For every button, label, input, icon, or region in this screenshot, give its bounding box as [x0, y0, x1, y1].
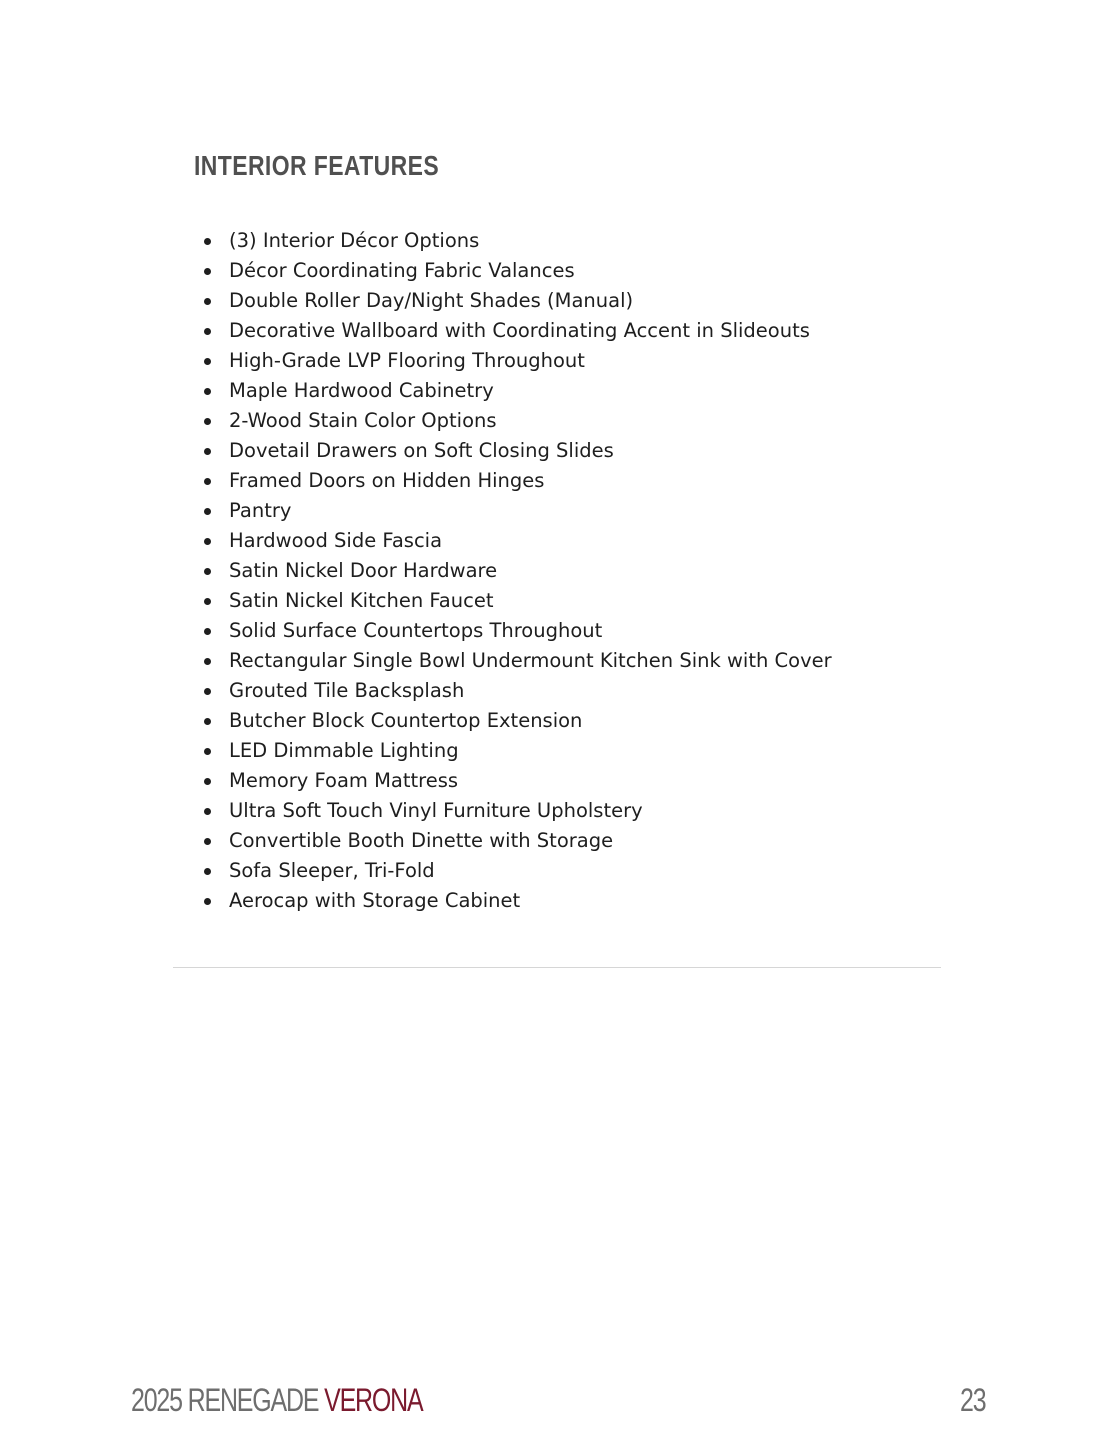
- bullet-icon: [204, 508, 211, 515]
- list-item: [198, 496, 832, 526]
- bullet-icon: [204, 808, 211, 815]
- list-item-text: Memory Foam Mattress: [229, 769, 459, 792]
- list-item: [198, 706, 832, 736]
- list-item: [198, 616, 832, 646]
- list-item-text: High-Grade LVP Flooring Throughout: [229, 349, 585, 372]
- bullet-icon: [204, 448, 211, 455]
- bullet-icon: [204, 478, 211, 485]
- divider: [173, 967, 941, 968]
- bullet-icon: [204, 568, 211, 575]
- list-item: [198, 586, 832, 616]
- list-item-text: LED Dimmable Lighting: [229, 739, 459, 762]
- bullet-icon: [204, 328, 211, 335]
- bullet-icon: [204, 688, 211, 695]
- list-item: [198, 766, 832, 796]
- feature-list: [198, 226, 832, 916]
- list-item-text: Pantry: [229, 499, 292, 522]
- list-item-text: Dovetail Drawers on Soft Closing Slides: [229, 439, 614, 462]
- list-item: [198, 556, 832, 586]
- list-item-text: Maple Hardwood Cabinetry: [229, 379, 494, 402]
- list-item-text: Hardwood Side Fascia: [229, 529, 443, 552]
- bullet-icon: [204, 748, 211, 755]
- list-item: [198, 406, 832, 436]
- bullet-icon: [204, 898, 211, 905]
- list-item: [198, 826, 832, 856]
- list-item-text: Aerocap with Storage Cabinet: [229, 889, 521, 912]
- page-number: 23: [960, 1382, 986, 1418]
- bullet-icon: [204, 538, 211, 545]
- bullet-icon: [204, 628, 211, 635]
- list-item-text: Satin Nickel Kitchen Faucet: [229, 589, 494, 612]
- bullet-icon: [204, 418, 211, 425]
- list-item-text: Solid Surface Countertops Throughout: [229, 619, 603, 642]
- list-item: [198, 676, 832, 706]
- footer-brand-main: 2025 RENEGADE: [131, 1382, 325, 1418]
- list-item: [198, 226, 832, 256]
- list-item-text: Convertible Booth Dinette with Storage: [229, 829, 614, 852]
- list-item: [198, 436, 832, 466]
- bullet-icon: [204, 388, 211, 395]
- list-item-text: Ultra Soft Touch Vinyl Furniture Upholstery: [229, 799, 643, 822]
- list-item: [198, 466, 832, 496]
- list-item: [198, 376, 832, 406]
- list-item: [198, 286, 832, 316]
- list-item: [198, 256, 832, 286]
- footer-brand: [131, 1382, 422, 1419]
- list-item-text: (3) Interior Décor Options: [229, 229, 480, 252]
- list-item: [198, 316, 832, 346]
- list-item: [198, 526, 832, 556]
- bullet-icon: [204, 268, 211, 275]
- bullet-icon: [204, 868, 211, 875]
- bullet-icon: [204, 598, 211, 605]
- footer-brand-accent: VERONA: [324, 1382, 423, 1418]
- bullet-icon: [204, 838, 211, 845]
- bullet-icon: [204, 298, 211, 305]
- bullet-icon: [204, 238, 211, 245]
- bullet-icon: [204, 358, 211, 365]
- list-item-text: Decorative Wallboard with Coordinating Accent in Slideouts: [229, 319, 810, 342]
- list-item-text: Double Roller Day/Night Shades (Manual): [229, 289, 634, 312]
- list-item: [198, 736, 832, 766]
- list-item-text: Rectangular Single Bowl Undermount Kitchen Sink with Cover: [229, 649, 832, 672]
- list-item-text: Framed Doors on Hidden Hinges: [229, 469, 545, 492]
- list-item: [198, 346, 832, 376]
- section-title: INTERIOR FEATURES: [194, 150, 440, 181]
- bullet-icon: [204, 778, 211, 785]
- list-item: [198, 646, 832, 676]
- list-item-text: Décor Coordinating Fabric Valances: [229, 259, 575, 282]
- bullet-icon: [204, 718, 211, 725]
- list-item-text: 2-Wood Stain Color Options: [229, 409, 497, 432]
- bullet-icon: [204, 658, 211, 665]
- list-item-text: Satin Nickel Door Hardware: [229, 559, 498, 582]
- list-item-text: Butcher Block Countertop Extension: [229, 709, 583, 732]
- list-item: [198, 886, 832, 916]
- list-item: [198, 796, 832, 826]
- list-item-text: Grouted Tile Backsplash: [229, 679, 465, 702]
- list-item: [198, 856, 832, 886]
- list-item-text: Sofa Sleeper, Tri-Fold: [229, 859, 435, 882]
